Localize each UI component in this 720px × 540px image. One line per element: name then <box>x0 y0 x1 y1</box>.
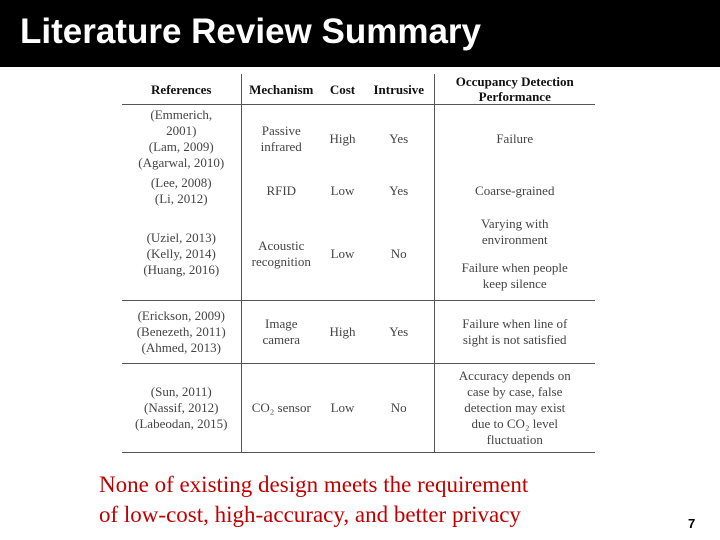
references-cell <box>122 301 241 364</box>
cost-cell: High <box>329 130 356 146</box>
header-intrusive: Intrusive <box>364 74 434 105</box>
intrusive-cell: No <box>364 209 434 301</box>
table-header-row <box>122 74 595 105</box>
performance-line: Failure when line of <box>462 316 568 331</box>
cost-cell: Low <box>330 182 355 198</box>
header-performance-line: Occupancy Detection <box>455 74 574 89</box>
performance-line: Accuracy depends on <box>458 368 571 383</box>
reference-line: (Sun, 2011) <box>150 384 212 399</box>
intrusive-cell: Yes <box>364 105 434 173</box>
mechanism-line: Acoustic <box>258 238 305 254</box>
header-performance-line: Performance <box>478 89 551 104</box>
performance-line: environment <box>481 232 548 248</box>
performance-line: Failure <box>496 130 534 146</box>
references-cell <box>122 105 241 173</box>
mechanism-line: RFID <box>266 182 297 198</box>
literature-table <box>122 74 595 453</box>
performance-line: fluctuation <box>486 432 543 447</box>
mechanism-line: camera <box>262 332 301 347</box>
cost-cell: Low <box>321 364 364 453</box>
performance-line: keep silence <box>482 276 547 292</box>
intrusive-cell: Yes <box>364 301 434 364</box>
reference-line: (Benezeth, 2011) <box>136 324 226 339</box>
reference-line: (Agarwal, 2010) <box>138 154 225 170</box>
literature-table-container <box>122 74 595 453</box>
mechanism-cell <box>241 173 321 209</box>
performance-cell <box>434 105 595 173</box>
header-cost: Cost <box>321 74 364 105</box>
mechanism-line: recognition <box>251 254 311 270</box>
performance-line: due to CO₂ level <box>471 416 558 431</box>
mechanism-line: infrared <box>260 138 302 154</box>
mechanism-line: Image <box>265 316 298 331</box>
performance-line: case by case, false <box>467 384 563 399</box>
cost-cell: High <box>321 301 364 364</box>
reference-line: (Kelly, 2014) <box>146 246 216 262</box>
conclusion-line: None of existing design meets the requirement <box>99 472 529 497</box>
performance-cell <box>434 209 595 301</box>
table-row <box>122 105 595 173</box>
mechanism-cell <box>241 364 321 453</box>
references-cell <box>122 209 241 301</box>
table-row <box>122 209 595 301</box>
performance-line: detection may exist <box>464 400 566 415</box>
mechanism-cell <box>241 301 321 364</box>
performance-cell <box>434 301 595 364</box>
reference-line: (Erickson, 2009) <box>137 308 225 323</box>
page-number: 7 <box>688 516 696 531</box>
intrusive-cell: No <box>364 364 434 453</box>
header-performance <box>434 74 595 105</box>
title-bar <box>0 0 720 67</box>
mechanism-line: CO₂ sensor <box>251 400 311 415</box>
references-cell <box>122 364 241 453</box>
reference-line: (Emmerich, <box>150 106 213 122</box>
reference-line: (Lee, 2008) <box>150 174 212 190</box>
reference-line: (Lam, 2009) <box>148 138 214 154</box>
references-cell <box>122 173 241 209</box>
mechanism-line: Passive <box>261 122 301 138</box>
mechanism-cell <box>241 105 321 173</box>
header-references: References <box>122 74 241 105</box>
reference-line: (Nassif, 2012) <box>144 400 219 415</box>
performance-cell <box>434 173 595 209</box>
header-mechanism: Mechanism <box>241 74 321 105</box>
conclusion-line: of low-cost, high-accuracy, and better privacy <box>99 502 521 527</box>
reference-line: (Li, 2012) <box>154 190 208 206</box>
table-row <box>122 364 595 453</box>
performance-line: Failure when people <box>461 260 568 276</box>
performance-cell <box>434 364 595 453</box>
table-row <box>122 173 595 209</box>
spacer <box>435 248 596 260</box>
intrusive-cell: Yes <box>364 173 434 209</box>
conclusion-note <box>99 470 659 530</box>
performance-line: Varying with <box>480 216 549 232</box>
mechanism-cell <box>241 209 321 301</box>
cost-cell: Low <box>321 209 364 301</box>
slide-title: Literature Review Summary <box>20 12 482 51</box>
performance-line: sight is not satisfied <box>462 332 567 347</box>
reference-line: (Ahmed, 2013) <box>141 340 221 355</box>
table-row <box>122 301 595 364</box>
reference-line: 2001) <box>166 122 197 138</box>
reference-line: (Labeodan, 2015) <box>135 416 228 431</box>
reference-line: (Huang, 2016) <box>143 262 220 278</box>
reference-line: (Uziel, 2013) <box>146 230 216 246</box>
performance-line: Coarse-grained <box>475 182 555 198</box>
